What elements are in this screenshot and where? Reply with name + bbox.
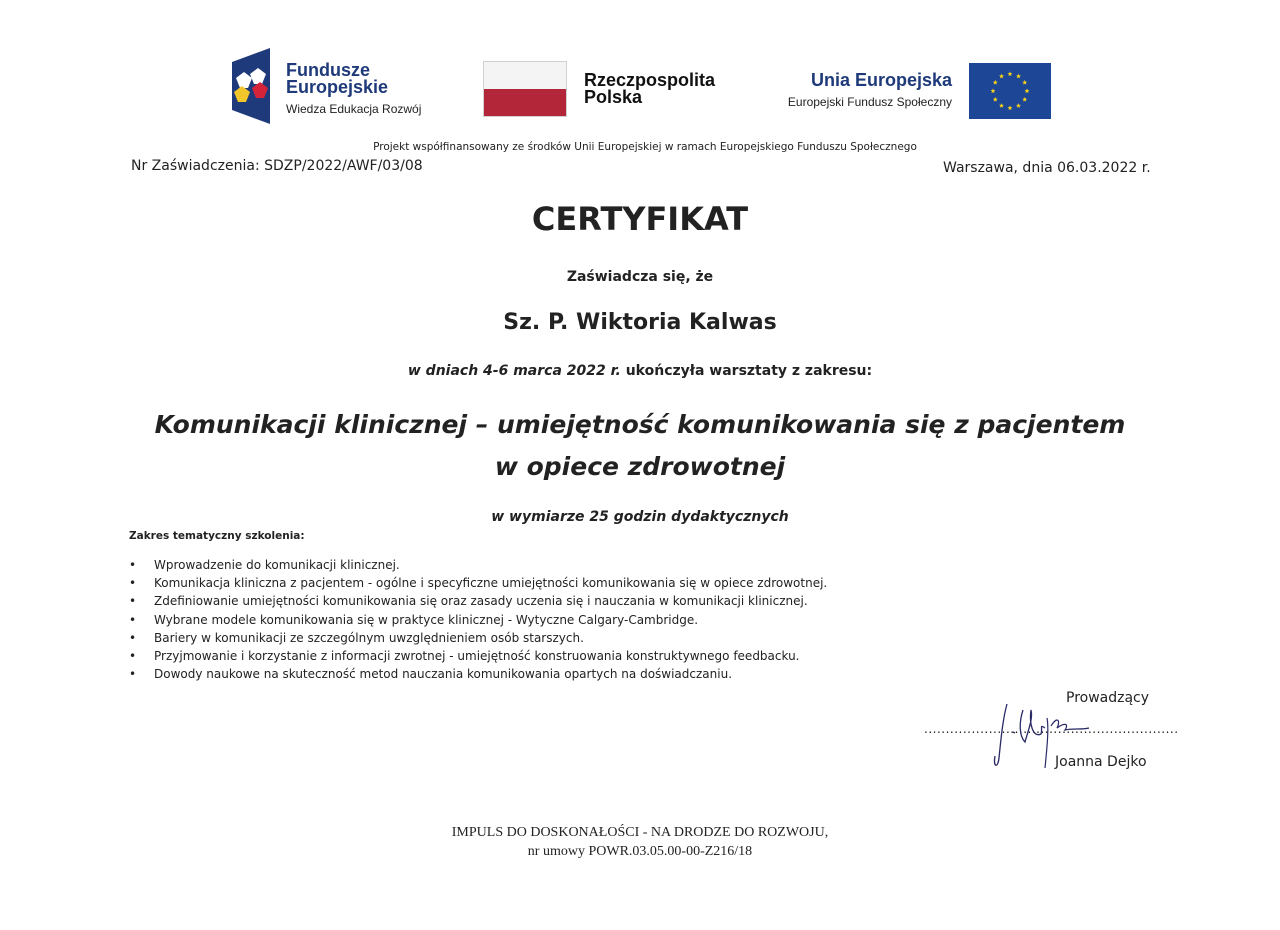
project-contract-number: nr umowy POWR.03.05.00-00-Z216/18 <box>527 844 753 859</box>
course-title-line-1: Komunikacji klinicznej – umiejętność komunikowania się z pacjentem <box>154 410 1126 439</box>
workshop-dates-line <box>0 363 1280 379</box>
fundusze-europejskie-logo-icon <box>232 48 272 124</box>
issue-date: Warszawa, dnia 06.03.2022 r. <box>943 160 1151 176</box>
scope-list <box>129 556 827 683</box>
signature-line: ........................................................... <box>924 722 1179 736</box>
list-item: • Wprowadzenie do komunikacji klinicznej. <box>129 556 827 574</box>
project-footer <box>0 823 1280 861</box>
fe-title-line-2: Europejskie <box>286 77 389 97</box>
list-item: • Komunikacja kliniczna z pacjentem - ogólne i specyficzne umiejętności komunikowania się w opiece zdrowotnej. <box>129 574 827 592</box>
cofinancing-note: Projekt współfinansowany ze środków Unii Europejskiej w ramach Europejskiego Funduszu Społecznego <box>373 141 917 153</box>
list-item: • Przyjmowanie i korzystanie z informacji zwrotnej - umiejętność konstruowania konstruktywnego feedbacku. <box>129 647 827 665</box>
instructor-name: Joanna Dejko <box>1055 754 1147 770</box>
fundusze-europejskie-text <box>286 62 421 116</box>
certificate-intro: Zaświadcza się, że <box>566 269 714 285</box>
list-item: • Dowody naukowe na skuteczność metod nauczania komunikowania opartych na doświadczaniu. <box>129 665 827 683</box>
unia-europejska-text <box>760 70 952 109</box>
rzeczpospolita-polska-text <box>584 72 715 106</box>
rp-title-line-2: Polska <box>584 87 643 107</box>
ue-title: Unia Europejska <box>810 70 952 90</box>
recipient-name: Sz. P. Wiktoria Kalwas <box>503 310 777 335</box>
course-title <box>0 404 1280 488</box>
certificate-number: Nr Zaświadczenia: SDZP/2022/AWF/03/08 <box>131 158 423 174</box>
course-hours: w wymiarze 25 godzin dydaktycznych <box>491 509 789 525</box>
workshop-completion-text: ukończyła warsztaty z zakresu: <box>620 363 873 379</box>
ue-subtitle: Europejski Fundusz Społeczny <box>787 95 952 109</box>
instructor-label: Prowadzący <box>1066 690 1150 706</box>
list-item: • Bariery w komunikacji ze szczególnym uwzględnieniem osób starszych. <box>129 629 827 647</box>
course-title-line-2: w opiece zdrowotnej <box>494 452 786 481</box>
rp-title-line-1: Rzeczpospolita <box>584 70 716 90</box>
certificate-title: CERTYFIKAT <box>531 200 749 238</box>
list-item: • Wybrane modele komunikowania się w praktyce klinicznej - Wytyczne Calgary-Cambridge. <box>129 611 827 629</box>
workshop-dates: w dniach 4-6 marca 2022 r. <box>407 363 621 379</box>
fe-title-line-1: Fundusze <box>286 60 370 80</box>
list-item: • Zdefiniowanie umiejętności komunikowania się oraz zasady uczenia się i nauczania w komunikacji klinicznej. <box>129 592 827 610</box>
scope-label: Zakres tematyczny szkolenia: <box>129 530 305 542</box>
polish-flag-icon <box>483 61 567 117</box>
project-name: IMPULS DO DOSKONAŁOŚCI - NA DRODZE DO ROZWOJU, <box>451 825 829 840</box>
eu-flag-icon <box>969 63 1051 119</box>
fe-subtitle: Wiedza Edukacja Rozwój <box>286 102 422 116</box>
